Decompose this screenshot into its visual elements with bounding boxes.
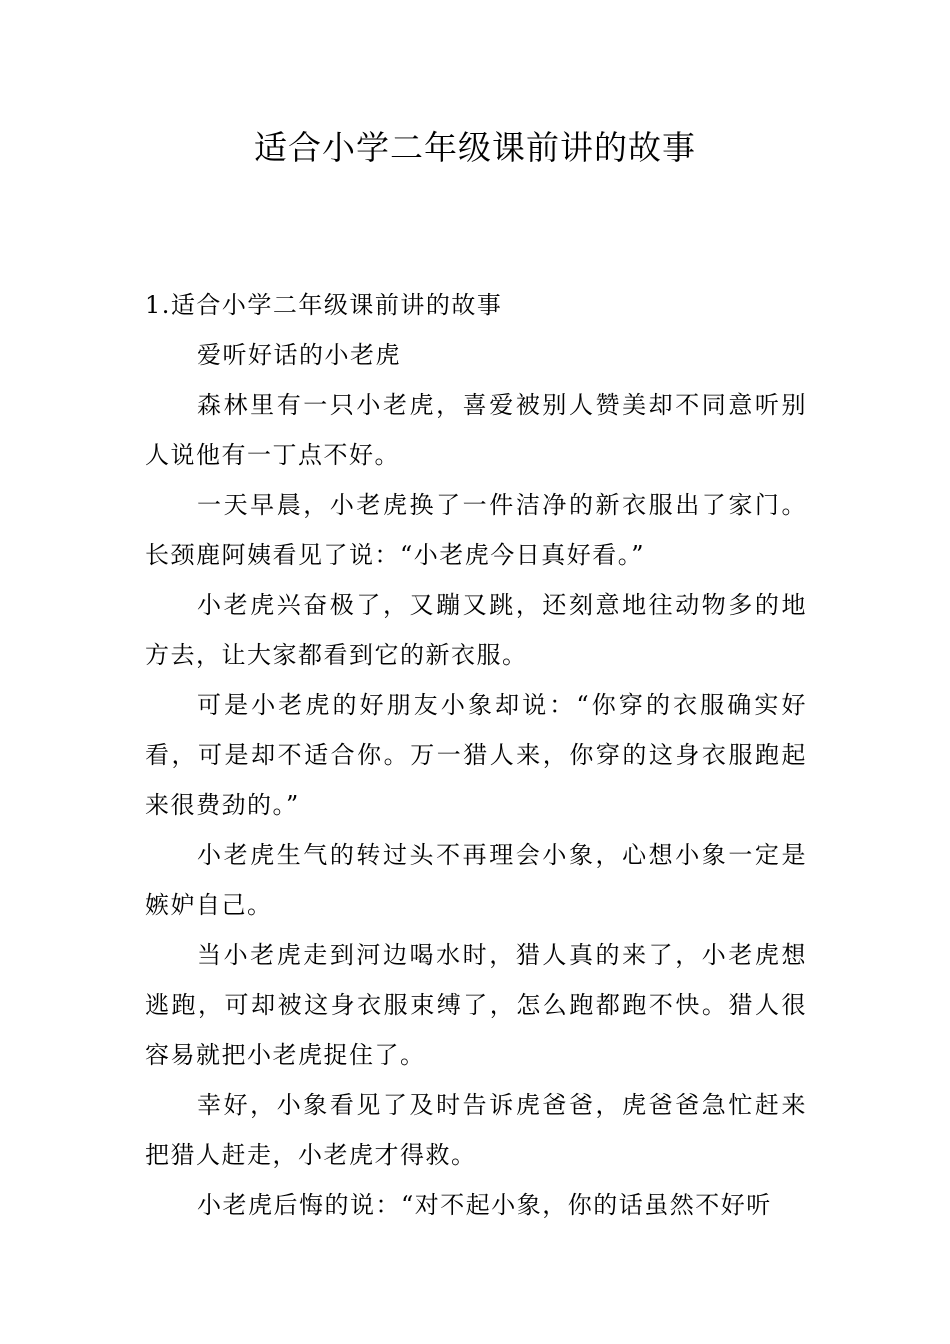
paragraph: 小老虎生气的转过头不再理会小象，心想小象一定是嫉妒自己。 [145, 841, 807, 919]
paragraph: 小老虎兴奋极了，又蹦又跳，还刻意地往动物多的地方去，让大家都看到它的新衣服。 [145, 591, 807, 669]
paragraph: 小老虎后悔的说：“对不起小象，你的话虽然不好听 [197, 1191, 772, 1219]
paragraph: 一天早晨，小老虎换了一件洁净的新衣服出了家门。长颈鹿阿姨看见了说：“小老虎今日真好看。” [145, 491, 807, 569]
section-heading: 1.适合小学二年级课前讲的故事 [145, 291, 503, 319]
story-title: 爱听好话的小老虎 [197, 341, 401, 369]
paragraph: 当小老虎走到河边喝水时，猎人真的来了，小老虎想逃跑，可却被这身衣服束缚了，怎么跑都跑不快。猎人很容易就把小老虎捉住了。 [145, 941, 807, 1069]
document-body [145, 280, 807, 1230]
paragraph: 森林里有一只小老虎，喜爱被别人赞美却不同意听别人说他有一丁点不好。 [145, 391, 807, 469]
paragraph: 幸好，小象看见了及时告诉虎爸爸，虎爸爸急忙赶来把猎人赶走，小老虎才得救。 [145, 1091, 807, 1169]
paragraph: 可是小老虎的好朋友小象却说：“你穿的衣服确实好看，可是却不适合你。万一猎人来，你穿的这身衣服跑起来很费劲的。” [145, 691, 807, 819]
document-title: 适合小学二年级课前讲的故事 [254, 128, 696, 167]
